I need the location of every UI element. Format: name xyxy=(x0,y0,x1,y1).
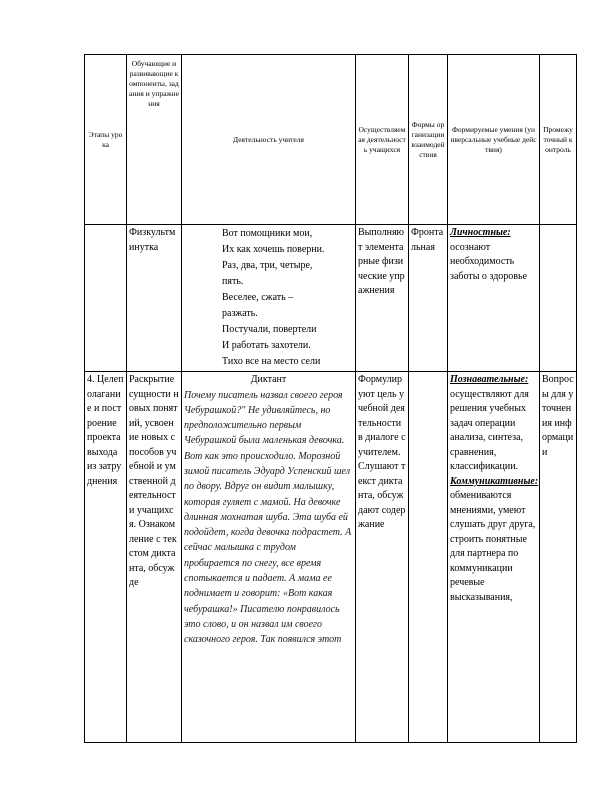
header-teacher-activity: Деятельность учителя xyxy=(182,55,356,225)
header-control: Промежуточный контроль xyxy=(540,55,577,225)
component-cell: Раскрытие сущности новых понятий, усвоение новых способов учебной и умственной деятельности учащихся. Ознакомление с текстом диктанта, обсужде xyxy=(127,372,182,743)
skill-label: Коммуникативные: xyxy=(450,475,539,487)
poem-line: Их как хочешь поверни. xyxy=(222,244,325,255)
control-cell: Вопросы для уточнения информации xyxy=(540,372,577,743)
dictation-title: Диктант xyxy=(250,374,287,385)
poem-line: пять. xyxy=(222,276,244,287)
control-cell xyxy=(540,225,577,372)
student-activity-cell: Выполняют элементарные физические упражнения xyxy=(356,225,409,372)
table-row xyxy=(85,372,577,743)
form-cell xyxy=(409,372,448,743)
stage-cell xyxy=(85,225,127,372)
poem-cell xyxy=(182,225,356,372)
student-activity-cell: Формулируют цель учебной деятельности в диалоге с учителем. Слушают текст диктанта, обсуждают содержание xyxy=(356,372,409,743)
header-skills: Формируемые умения (универсальные учебные действия) xyxy=(448,55,540,225)
poem-line: Постучали, повертели xyxy=(222,324,317,335)
poem-line: Тихо все на место сели xyxy=(222,356,321,367)
stage-cell: 4. Целеполагание и построение проекта выхода из затруднения xyxy=(85,372,127,743)
dictation-cell xyxy=(182,372,356,743)
poem-line: Раз, два, три, четыре, xyxy=(222,260,313,271)
skill-label: Личностные: xyxy=(450,227,511,238)
skills-cell xyxy=(448,372,540,743)
poem-line: Веселее, сжать – xyxy=(222,292,294,303)
header-row xyxy=(85,55,577,225)
header-forms: Формы организации взаимодействия xyxy=(409,55,448,225)
poem-line: И работать захотели. xyxy=(222,340,311,351)
skill-label: Познавательные: xyxy=(450,374,529,385)
header-stage: Этапы урока xyxy=(85,55,127,225)
form-cell: Фронтальная xyxy=(409,225,448,372)
skill-text: осуществляют для решения учебных задач операции анализа, синтеза, сравнения, классификации. xyxy=(450,388,529,472)
header-components: Обучающие и развивающие компоненты, задания и упражнения xyxy=(127,55,182,225)
lesson-table xyxy=(84,54,577,743)
skill-text: осознают необходимость заботы о здоровье xyxy=(450,241,528,282)
poem-line: разжать. xyxy=(222,308,258,319)
skills-cell xyxy=(448,225,540,372)
table-row xyxy=(85,225,577,372)
skill-text: обмениваются мнениями, умеют слушать друг друга, строить понятные для партнера по коммуникации речевые высказывания, xyxy=(450,490,536,603)
dictation-text: Почему писатель назвал своего героя Чебурашкой?" Не удивляйтесь, но предположительно первым Чебурашкой была маленькая девочка. Вот как это происходило. Морозной зимой писатель Эдуард Успенский шел по двору. Вдруг он видит малышку, которая гуляет с мамой. На девочке длинная мохнатая шуба. Эта шуба ей подойдет, когда девочка подрастет. А сейчас малышка с трудом пробирается по снегу, все время спотыкается и падает. А мама ее поднимает и говорит: «Вот какая чебурашка!» Писателю понравилось это слово, и он назвал им своего сказочного героя. Так появился этот xyxy=(184,389,352,646)
poem-line: Вот помощники мои, xyxy=(222,228,313,239)
header-student-activity: Осуществляемая деятельность учащихся xyxy=(356,55,409,225)
component-cell: Физкультминутка xyxy=(127,225,182,372)
